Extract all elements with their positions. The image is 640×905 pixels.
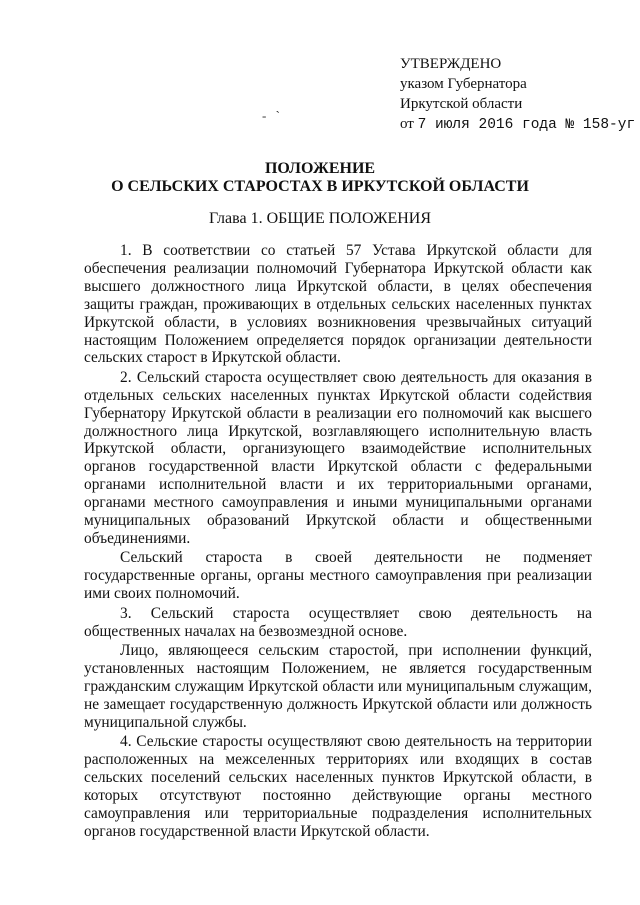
approval-line-date	[400, 114, 635, 135]
approval-stamp	[400, 54, 635, 135]
approval-date-number: 7 июля 2016 года № 158-уг	[417, 117, 636, 133]
approval-date-prefix: от	[400, 116, 414, 132]
approval-line-approved: УТВЕРЖДЕНО	[400, 56, 502, 72]
paragraph: 4. Сельские старосты осуществляют свою деятельность на территории расположенных на межселенных территориях или входящих в состав сельских поселений сельских населенных пунктов Иркутской области, в которых отсутствуют постоянно действующие органы местного самоуправления или территориальные подразделения исполнительных органов государственной власти Иркутской области.	[84, 732, 592, 840]
paragraph: 1. В соответствии со статьей 57 Устава Иркутской области для обеспечения реализации полномочий Губернатора Иркутской области как высшего должностного лица Иркутской области, в целях обеспечения защиты граждан, проживающих в отдельных сельских населенных пунктах Иркутской области, в условиях возникновения чрезвычайных ситуаций настоящим Положением определяется порядок организации деятельности сельских старост в Иркутской области.	[84, 242, 592, 367]
document-title: ПОЛОЖЕНИЕ	[264, 160, 376, 177]
paragraph: 3. Сельский староста осуществляет свою деятельность на общественных началах на безвозмездной основе.	[84, 604, 592, 640]
scan-artifact: - `	[262, 108, 283, 123]
document-body	[84, 242, 592, 840]
approval-line-region: Иркутской области	[400, 96, 523, 112]
paragraph: Лицо, являющееся сельским старостой, при исполнении функций, установленных настоящим Положением, не является государственным гражданским служащим Иркутской области или муниципальным служащим, не замещает государственную должность Иркутской области или должность муниципальной службы.	[84, 641, 592, 731]
chapter-heading: Глава 1. ОБЩИЕ ПОЛОЖЕНИЯ	[209, 210, 431, 227]
paragraph: 2. Сельский староста осуществляет свою деятельность для оказания в отдельных сельских населенных пунктах Иркутской области содействия Губернатору Иркутской области в реализации его полномочий как высшего должностного лица Иркутской, возглавляющего исполнительную власть Иркутской области, организующего взаимодействие исполнительных органов государственной власти Иркутской области с федеральными органами исполнительной власти и их территориальными органами, органами местного самоуправления и иными муниципальными органами муниципальных образований Иркутской области и общественными объединениями.	[84, 368, 592, 547]
paragraph: Сельский староста в своей деятельности не подменяет государственные органы, органы местного самоуправления при реализации ими своих полномочий.	[84, 549, 592, 603]
document-subtitle: О СЕЛЬСКИХ СТАРОСТАХ В ИРКУТСКОЙ ОБЛАСТИ	[111, 178, 529, 195]
approval-line-decree: указом Губернатора	[400, 76, 527, 92]
